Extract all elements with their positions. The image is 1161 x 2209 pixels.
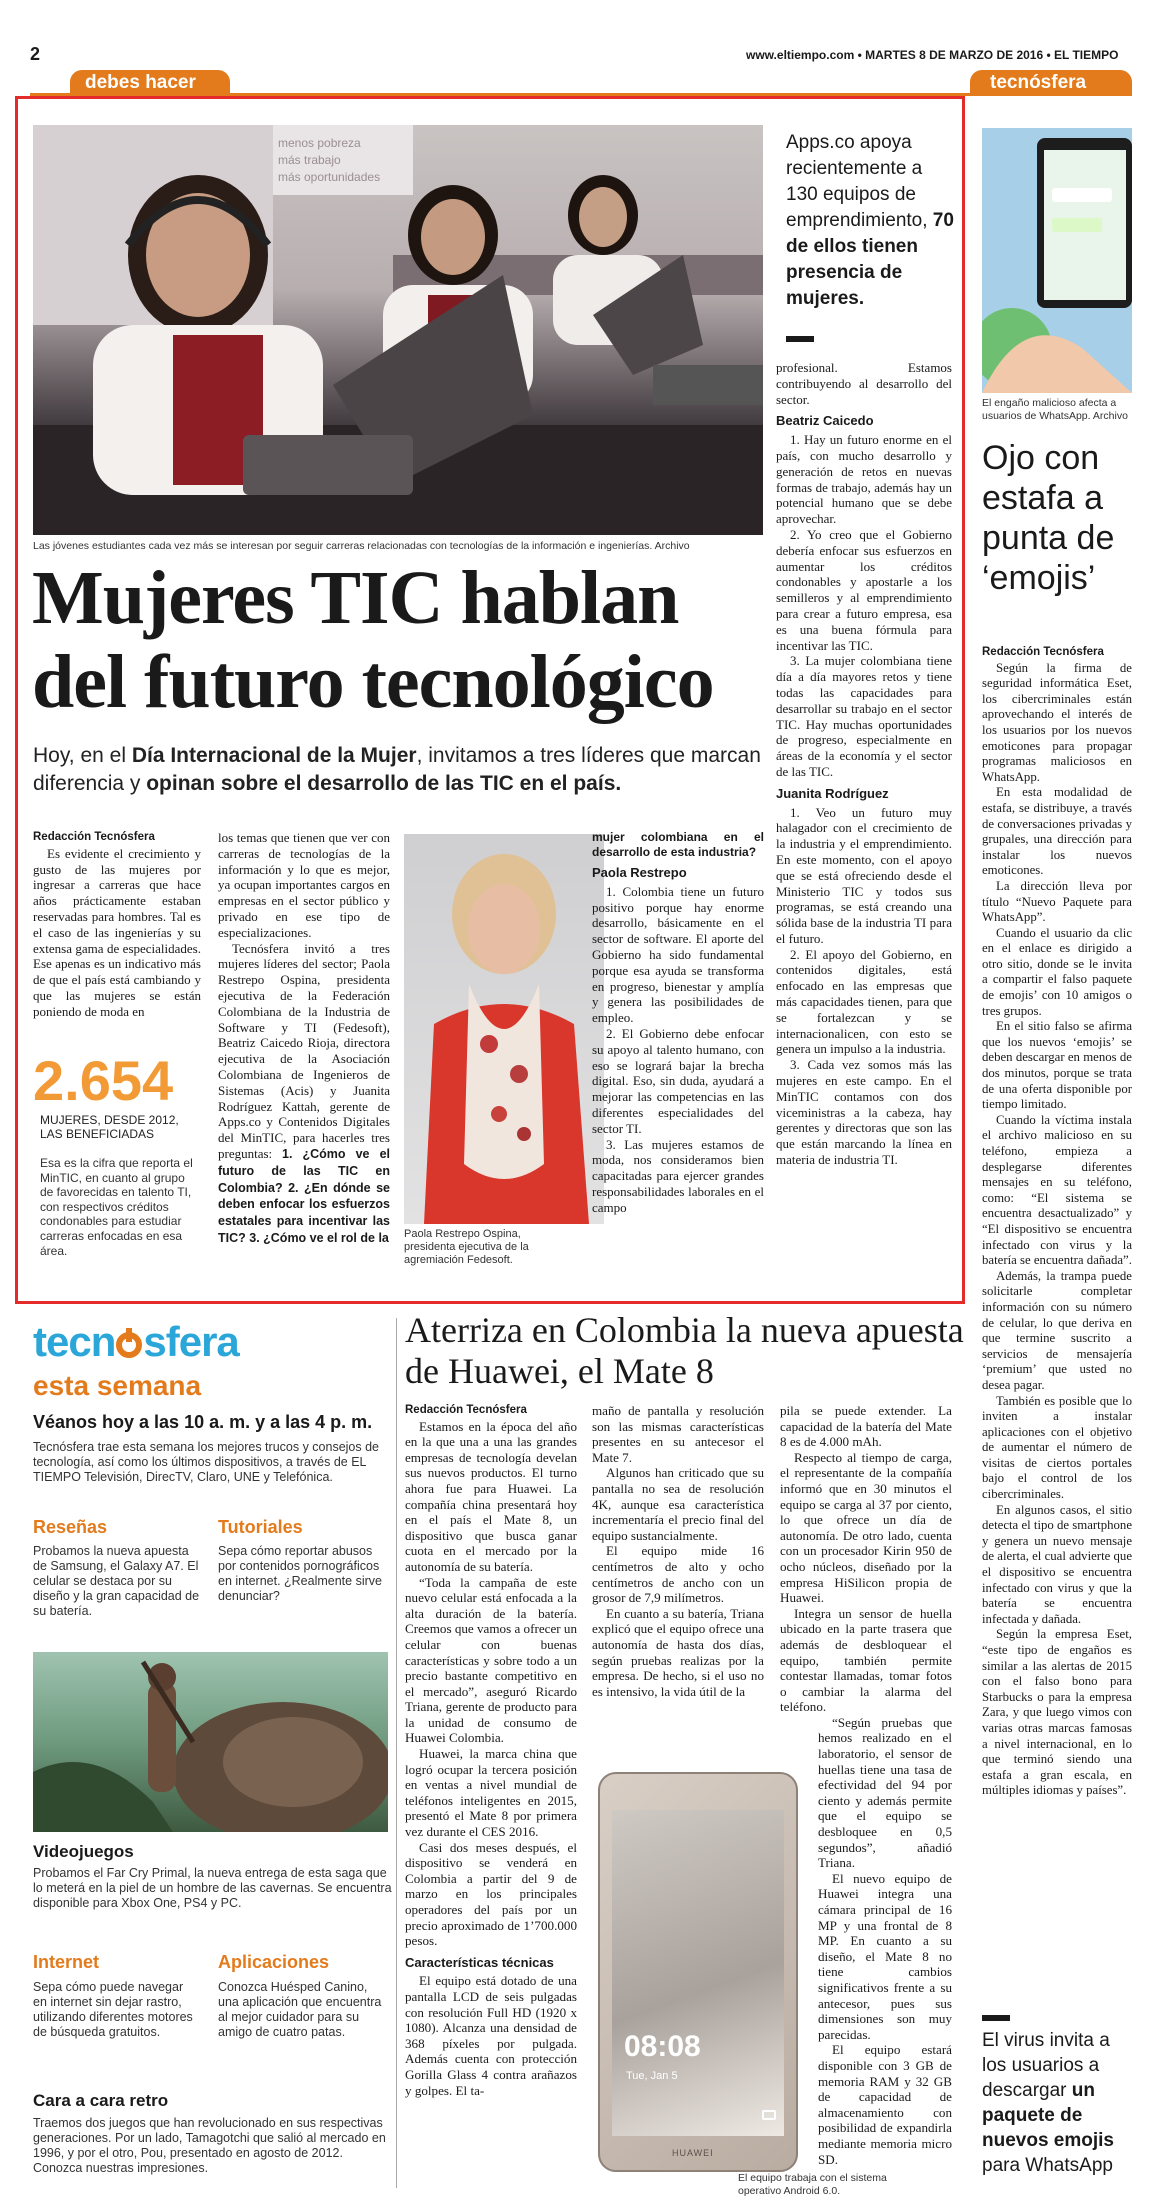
huawei-c1h: Características técnicas — [405, 1954, 554, 1970]
lead-4: opinan sobre el desarrollo de las TIC en el país. — [146, 772, 622, 795]
huawei-c2p4: En cuanto a su batería, Triana explicó que el equipo ofrece una autonomía de hasta dos días, según pruebas realizas por la empresa. De hecho, si el uso no es intensivo, la vida útil de la — [592, 1605, 764, 1699]
portrait-illustration — [404, 834, 604, 1224]
main-title-line1: Mujeres TIC hablan — [32, 556, 679, 640]
main-col-4 — [776, 360, 952, 1168]
col4-p4: 1. Veo un futuro muy halagador con el crecimiento de la industria y el emprendimiento. En este momento, con el apoyo que se está ofreciendo desde el Ministerio TIC y todos sus programas, se está creando una sólida base de la industria TI para el futuro. — [776, 804, 952, 946]
sidebar-p5: En el sitio falso se afirma que los nuevos ‘emojis’ se deben descargar en menos de dos minutos, porque se trata de una oferta disponible por tiempo limitado. — [982, 1019, 1132, 1112]
huawei-c3p1: pila se puede extender. La capacidad de la batería del Mate 8 es de 4.000 mAh. — [780, 1403, 952, 1450]
videojuegos-text: Probamos el Far Cry Primal, la nueva entrega de esta saga que lo meterá en la piel de un hombre de las cavernas. Se encuentra disponible para Xbox One, PS4 y PC. — [33, 1866, 392, 1910]
videojuegos-title[interactable]: Videojuegos — [33, 1842, 134, 1861]
stat-label: MUJERES, DESDE 2012, LAS BENEFICIADAS — [40, 1113, 179, 1141]
poster-text: menos pobreza más trabajo más oportunidades — [278, 136, 381, 184]
col4-p0: profesional. Estamos contribuyendo al desarrollo del sector. — [776, 360, 952, 407]
col2-text-2: Tecnósfera invitó a tres mujeres líderes del sector; Paola Restrepo Ospina, presidenta ejecutiva de la Federación Colombiana de la Industria de Software y TI (Fedesoft), Beatriz Caicedo Rioja, directora ejecutiva de la Asociación Colombiana de Ingenieros de Sistemas (Acis) y Juanita Rodríguez Kattah, gerente de Apps.co y Contenidos Digitales del MinTIC, para hacerles tres preguntas: — [218, 940, 390, 1161]
sidebar-p6: Cuando la víctima instala el archivo malicioso en su teléfono, empieza a desplegarse diferentes mensajes en su teléfono, como: “El sistema se encuentra desactualizado” y “El dispositivo se encuentra infectado con virus y la batería se encuentra dañada”. — [982, 1112, 1132, 1268]
col2-text-1: los temas que tienen que ver con carreras de tecnologías de la información y lo que es mejor, ya ocupan importantes cargos en empresas en el sector público y privado en ese tipo de especializaciones. — [218, 830, 390, 940]
sidebar-photo — [982, 128, 1132, 393]
main-col-2 — [218, 830, 390, 1247]
sidebar-p9: En algunos casos, el sitio detecta el tipo de smartphone y genera un nuevo mensaje de alerta, el cual advierte que el dispositivo se encuentra infectado con virus y que la batería se encuentra infectada y dañada. — [982, 1502, 1132, 1626]
sidebar-byline: Redacción Tecnósfera — [982, 646, 1104, 658]
col4-p2: 2. Yo creo que el Gobierno debería enfocar sus esfuerzos en aumentar los créditos condonables y apostarle a los semilleros y al emprendimiento para crear a futuro empresa, esa es una buena fórmula para incentivar las TIC. — [776, 526, 952, 653]
cara-title[interactable]: Cara a cara retro — [33, 2091, 169, 2110]
main-photo-caption: Las jóvenes estudiantes cada vez más se interesan por seguir carreras relacionadas con tecnologías de la información e ingenierías. Archivo — [33, 540, 690, 552]
col3-p2: 2. El Gobierno debe enfocar su apoyo al talento humano, con eso se logrará bajar la brecha digital. Eso, sin duda, ayudará a mejorar las competencias en las diferentes especialidades del sector TI. — [592, 1025, 764, 1136]
col4-p5: 2. El apoyo del Gobierno, en contenidos digitales, está enfocado en las empresas que más capacidades tienen, para que se fortalezcan y se internacionalicen, con esto se genera un impulso a la industria. — [776, 946, 952, 1057]
huawei-c1p2: “Toda la campaña de este nuevo celular está enfocada a la alta duración de la batería. Creemos que vamos a ofrecer un celular con buenas características y sobre todo a un precio bastante competitivo en el mercado”, aseguró Ricardo Triana, gerente de producto para la unidad de consumo de Huawei Colombia. — [405, 1574, 577, 1746]
logo-part-b: sfera — [143, 1318, 239, 1365]
far-cry-illustration — [33, 1652, 388, 1832]
main-col-3 — [592, 830, 764, 1216]
main-col-1 — [33, 830, 201, 1020]
pull-quote-text: Apps.co apoya recientemente a 130 equipos de emprendimiento, — [786, 132, 933, 231]
huawei-title: Aterriza en Colombia la nueva apuesta de Huawei, el Mate 8 — [405, 1310, 964, 1391]
whatsapp-phone-illustration — [982, 128, 1132, 393]
col3-p1: 1. Colombia tiene un futuro positivo porque hay enorme desarrollo, básicamente en el sector de software. El aporte del Gobierno ha sido fundamental porque esa ayuda se transforma en progreso, bienestar y amplía y genera las posibilidades de empleo. — [592, 883, 764, 1026]
lead-2: Día Internacional de la Mujer — [131, 744, 417, 767]
sidebar-p7: Además, la trampa puede solicitarle completar información con su número de celular, lo que deriva en que termine suscrito a servicios de mensajería ‘premium’ que usted no desea pagar. — [982, 1268, 1132, 1392]
portrait-caption: Paola Restrepo Ospina, presidenta ejecutiva de la agremiación Fedesoft. — [404, 1228, 529, 1266]
huawei-c2p2: Algunos han criticado que su pantalla no sea de resolución 4K, aunque esa característica incrementaría el precio final del equipo sustancialmente. — [592, 1465, 764, 1543]
col3-question-end: mujer colombiana en el desarrollo de esta industria? — [592, 830, 764, 859]
videojuegos-photo — [33, 1652, 388, 1832]
sidebar-pull-quote — [982, 2028, 1132, 2178]
huawei-c1p3: Huawei, la marca china que logró ocupar la tercera posición en ventas a nivel mundial de teléfonos inteligentes en 2015, presentó el Mate 8 por primera vez durante el CES 2016. — [405, 1746, 577, 1840]
tecnosfera-intro: Tecnósfera trae esta semana los mejores trucos y consejos de tecnología, así como los últimos dispositivos, a través de EL TIEMPO Televisión, DirecTV, Claro, UNE y Telefónica. — [33, 1440, 380, 1484]
huawei-c2p1: maño de pantalla y resolución son las mismas características presentes en su antecesor el Mate 7. — [592, 1403, 764, 1465]
col4-name2: Juanita Rodríguez — [776, 785, 889, 801]
students-illustration — [33, 125, 763, 535]
col4-p6: 3. Cada vez somos más las mujeres en este campo. En el MinTIC contamos con dos viceministras a la cabeza, hay gerentes y directoras que son las que están marcando la línea en materia de industria TI. — [776, 1057, 952, 1168]
sidebar-p2: En esta modalidad de estafa, se distribuye, a través de conversaciones privadas y grupales, una dirección para instalar los nuevos emoticones. — [982, 785, 1132, 878]
lead-1: Hoy, en el — [33, 744, 132, 767]
stat-text: Esa es la cifra que reporta el MinTIC, en cuanto al grupo de favorecidas en talento TI, con respectivos créditos condonables para estudiar carreras enfocadas en esa área. — [40, 1156, 193, 1258]
sidebar-p8: También es posible que lo inviten a instalar aplicaciones con el objetivo de aumentar el número de visitas de ciertos portales bajo el control de los cibercriminales. — [982, 1393, 1132, 1502]
phone-screen — [612, 1810, 784, 2136]
col4-p3: 3. La mujer colombiana tiene día a día mayores retos y tiene todas las capacidades para desarrollar su trabajo en el sector TIC. Hay muchas oportunidades de progreso, especialmente en áreas de la economía y el sector de las TIC. — [776, 653, 952, 779]
huawei-col-1 — [405, 1403, 577, 2098]
huawei-col-3 — [780, 1403, 952, 2167]
sidebar-pull-2: un paquete de nuevos emojis — [982, 2080, 1114, 2151]
sidebar-pull-1: El virus invita a los usuarios a descargar — [982, 2030, 1110, 2101]
huawei-c3p6: El equipo estará disponible con 3 GB de memoria RAM y 32 GB de capacidad de almacenamiento con posibilidad de expandirla mediante memoria micro SD. — [818, 2042, 952, 2167]
resenas-title[interactable]: Reseñas — [33, 1517, 108, 1537]
col4-name1: Beatriz Caicedo — [776, 413, 874, 429]
cara-text: Traemos dos juegos que han revolucionado en sus respectivas generaciones. Por un lado, Tamagotchi que salió al mercado en 1996, y por el otro, Pou, presentado en agosto de 2012. Conozca nuestras impresiones. — [33, 2116, 386, 2175]
tutoriales-text: Sepa cómo reportar abusos por contenidos pornográficos en internet. ¿Realmente sirve denunciar? — [218, 1544, 382, 1603]
sidebar-p1: Según la firma de seguridad informática Eset, los cibercriminales están aprovechando el interés de los usuarios por los nuevos emoticones para propagar programas maliciosos en WhatsApp. — [982, 660, 1132, 784]
phone-brand: HUAWEI — [672, 2148, 714, 2158]
sidebar-pull-rule — [982, 2015, 1010, 2021]
sidebar-p4: Cuando el usuario da clic en el enlace es dirigido a otro sitio, donde se le invita a compartir el falso paquete de emojis’ con 10 amigos o tres grupos. — [982, 925, 1132, 1018]
main-title — [32, 556, 772, 724]
phone-date: Tue, Jan 5 — [626, 2070, 678, 2082]
dateline: www.eltiempo.com • MARTES 8 DE MARZO DE 2016 • EL TIEMPO — [746, 48, 1119, 62]
tecnosfera-subtitle: esta semana — [33, 1370, 202, 1401]
huawei-c3p4: “Según pruebas que hemos realizado en el laboratorio, el sensor de huellas tiene una tasa de efectividad del 94 por ciento y además permite que el equipo se desbloquee en 0,5 segundos”, añadió Triana. — [818, 1714, 952, 1871]
huawei-c3p5: El nuevo equipo de Huawei integra una cámara principal de 16 MP y una frontal de 8 MP. En cuanto a su diseño, el Mate 8 no tiene cambios significativos frente a su antecesor, pues sus dimensiones son muy parecidas. — [818, 1870, 952, 2042]
column-divider — [396, 1318, 397, 2188]
sidebar-p3: La dirección lleva por título “Nuevo Paquete para WhatsApp”. — [982, 878, 1132, 925]
power-icon — [116, 1332, 142, 1358]
col3-p3: 3. Las mujeres estamos de moda, nos consideramos bien capacitadas para ejercer grandes responsabilidades laborales en el campo — [592, 1136, 764, 1215]
sidebar-body — [982, 645, 1132, 1799]
huawei-c1p4: Casi dos meses después, el dispositivo se venderá en Colombia a partir del 9 de marzo en los principales operadores del país por un precio aproximado de 1’700.000 pesos. — [405, 1839, 577, 1949]
huawei-c1p1: Estamos en la época del año en la que una a una las grandes empresas de tecnología develan sus nuevos productos. El turno ahora fue para Huawei. La compañía china presentará hoy en el país el Mate 8, un dispositivo que busca ganar cuota en el mercado por la autonomía de su batería. — [405, 1418, 577, 1574]
header-rule — [30, 70, 1132, 96]
phone-caption: El equipo trabaja con el sistema operativo Android 6.0. — [738, 2172, 887, 2197]
main-photo — [33, 125, 763, 535]
camera-icon — [762, 2110, 776, 2120]
resenas-text: Probamos la nueva apuesta de Samsung, el Galaxy A7. El celular se destaca por su diseño y la gran capacidad de su batería. — [33, 1544, 200, 1618]
tecnosfera-schedule: Véanos hoy a las 10 a. m. y a las 4 p. m. — [33, 1412, 373, 1432]
col2-questions: 1. ¿Cómo ve el futuro de las TIC en Colombia? 2. ¿En dónde se deben enfocar los esfuerzos estatales para incentivar las TIC? 3. ¿Cómo ve el rol de la — [218, 1146, 390, 1245]
main-title-line2: del futuro tecnológico — [32, 640, 714, 724]
stat-number: 2.654 — [33, 1049, 174, 1112]
sidebar-photo-caption: El engaño malicioso afecta a usuarios de WhatsApp. Archivo — [982, 397, 1128, 422]
section-right-label: tecnósfera — [990, 72, 1087, 93]
pull-quote-emphasis: 70 de ellos tienen presencia de mujeres. — [786, 210, 954, 309]
sidebar-title: Ojo con estafa a punta de ‘emojis’ — [982, 439, 1115, 597]
tutoriales-title[interactable]: Tutoriales — [218, 1517, 303, 1537]
huawei-c3p2: Respecto al tiempo de carga, el representante de la compañía informó que en 30 minutos el equipo se carga al 37 por ciento, lo que ofrece un día de autonomía. De otro lado, cuenta con un procesador Kirin 950 de ocho núcleos, diseñado por la empresa HiSilicon propia de Huawei. — [780, 1449, 952, 1606]
sidebar-p10: Según la empresa Eset, “este tipo de engaños es similar a las alertas de 2015 con el falso bono para Starbucks o para la empresa Zara, y que luego vimos con varias otras marcas famosas a nivel internacional, en lo que terminó siendo una estafa a gran escala, en múltiples idiomas y países”. — [982, 1627, 1132, 1798]
col4-p1: 1. Hay un futuro enorme en el país, con mucho desarrollo y generación de retos en nuevas formas de trabajo, además hay un potencial humano que se debe aprovechar. — [776, 432, 952, 527]
pull-quote-rule — [786, 336, 814, 342]
page-number: 2 — [30, 44, 41, 64]
lead-3: , invitamos a tres líderes que marcan diferencia y — [33, 744, 761, 795]
tecnosfera-logo — [33, 1318, 239, 1366]
byline: Redacción Tecnósfera — [33, 831, 155, 843]
phone-time: 08:08 — [624, 2030, 701, 2063]
pull-quote — [786, 130, 956, 312]
col1-text: Es evidente el crecimiento y gusto de las mujeres por ingresar a carreras que hace años prácticamente estaban reservadas para hombres. Tal es el caso de las ingenierías y su extensa gama de especialidades. Ese apenas es un indicativo más de que el país está cambiando y que las mujeres se están poniendo de moda en — [33, 845, 201, 1019]
aplicaciones-text: Conozca Huésped Canino, una aplicación que encuentra al mejor cuidador para su amigo de cuatro patas. — [218, 1980, 382, 2039]
col2-text-2-wrap — [218, 941, 390, 1247]
logo-part-a: tecn — [33, 1318, 116, 1365]
huawei-phone — [598, 1772, 798, 2172]
portrait-photo — [404, 834, 604, 1224]
huawei-byline: Redacción Tecnósfera — [405, 1404, 527, 1416]
lead — [33, 742, 778, 798]
section-left-label: debes hacer — [85, 72, 196, 93]
huawei-c1p5: El equipo está dotado de una pantalla LCD de seis pulgadas con resolución Full HD (1920 x 1080). Alcanza una densidad de 368 píxeles por pulgada. Además cuenta con protección Gorilla Glass 4 contra arañazos y golpes. El ta- — [405, 1973, 577, 2098]
huawei-c3p3: Integra un sensor de huella ubicado en la parte trasera que además de desbloquear el equipo, también permite contestar llamadas, tomar fotos o cambiar la alarma del teléfono. — [780, 1605, 952, 1715]
sidebar-pull-3: para WhatsApp — [982, 2155, 1113, 2176]
huawei-c2p3: El equipo mide 16 centímetros de alto y ocho centímetros de ancho con un grosor de 7,9 milímetros. — [592, 1543, 764, 1606]
aplicaciones-title[interactable]: Aplicaciones — [218, 1952, 330, 1972]
col3-name: Paola Restrepo — [592, 865, 687, 880]
internet-title[interactable]: Internet — [33, 1952, 100, 1972]
huawei-col-2 — [592, 1403, 764, 1699]
internet-text: Sepa cómo puede navegar en internet sin dejar rastro, utilizando diferentes motores de búsqueda gratuitos. — [33, 1980, 193, 2039]
